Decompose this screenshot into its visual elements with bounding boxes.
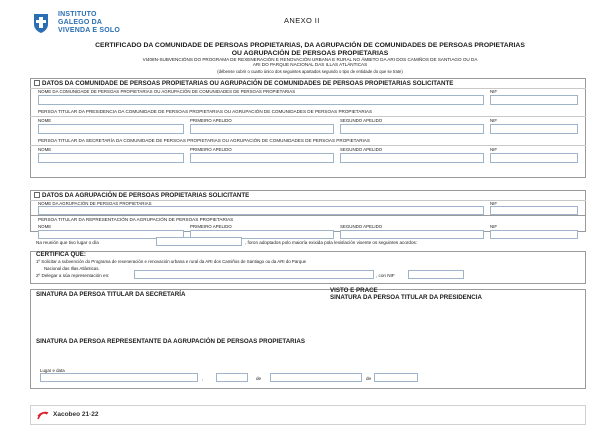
- document-note: (débense cubrir o cuarto único dos seguintes apartados segundo o tipo de entidade do que se trate): [217, 69, 403, 74]
- pres-nome-label: NOME: [38, 118, 52, 123]
- sec-ape1-input[interactable]: [190, 153, 334, 163]
- sign-representative-label: SINATURA DA PERSOA REPRESENTANTE DA AGRUPACIÓN DE PERSOAS PROPIETARIAS: [36, 338, 305, 345]
- rep-ape1-label: PRIMEIRO APELIDO: [190, 224, 232, 229]
- anexo-label: ANEXO II: [284, 16, 320, 25]
- sec-nif-input[interactable]: [490, 153, 578, 163]
- group-name-label: NOME DA AGRUPACIÓN DE PERSOAS PROPIETARIAS: [38, 201, 152, 206]
- sign-president-label: SINATURA DA PERSOA TITULAR DA PRESIDENCIA: [330, 294, 482, 301]
- representative-nif-input[interactable]: [408, 270, 464, 279]
- sign-secretary-label: SINATURA DA PERSOA TITULAR DA SECRETARÍA: [36, 291, 186, 298]
- certifica-heading: CERTIFICA QUE:: [36, 251, 86, 258]
- xacobeo-logo-icon: [36, 411, 50, 421]
- meeting-date-input[interactable]: [156, 237, 242, 246]
- place-input[interactable]: [40, 373, 198, 382]
- pres-nif-input[interactable]: [490, 124, 578, 134]
- certifica-line1b: , foron adoptados polo maioría exixida pola lexislación vixente os seguintes acordos:: [245, 240, 418, 245]
- year-input[interactable]: [374, 373, 418, 382]
- group-name-input[interactable]: [38, 206, 484, 215]
- pres-nome-input[interactable]: [38, 124, 184, 134]
- day-input[interactable]: [216, 373, 248, 382]
- section1-checkbox[interactable]: [34, 80, 40, 86]
- pres-ape2-label: SEGUNDO APELIDO: [340, 118, 383, 123]
- place-date-label: Lugar e data: [40, 368, 65, 373]
- pres-nif-label: NIF: [490, 118, 498, 123]
- community-name-input[interactable]: [38, 95, 484, 105]
- section2-heading: DATOS DA AGRUPACIÓN DE PERSOAS PROPIETARIAS SOLICITANTE: [34, 192, 249, 199]
- igvs-logo-icon: [30, 12, 52, 34]
- org-name: INSTITUTO GALEGO DA VIVENDA E SOLO: [58, 11, 121, 34]
- section1-heading: DATOS DA COMUNIDADE DE PERSOAS PROPIETARIAS OU AGRUPACIÓN DE COMUNIDADES DE PERSOAS PROPIETARIAS SOLICITANTE: [34, 80, 453, 87]
- group-nif-input[interactable]: [490, 206, 578, 215]
- certifica-line2: 1º Solicitar a subvención do Programa de rexeneración e renovación urbana e rural da ARI dos Camiños de Santiago ou da ARI do Parque: [36, 259, 307, 264]
- rep-ape2-input[interactable]: [340, 230, 484, 239]
- pres-ape1-label: PRIMEIRO APELIDO: [190, 118, 232, 123]
- document-title: CERTIFICADO DA COMUNIDADE DE PERSOAS PROPIETARIAS, DA AGRUPACIÓN DE COMUNIDADES DE PERSOAS PROPIETARIAS OU AGRUPACIÓN DE PERSOAS PROPIETARIAS: [95, 42, 525, 57]
- community-name-label: NOME DA COMUNIDADE DE PERSOAS PROPIETARIAS OU AGRUPACIÓN DE COMUNIDADES DE PERSOAS PROPIETARIAS: [38, 89, 296, 94]
- certifica-box: [30, 251, 586, 284]
- footer-text: Xacobeo 21·22: [53, 411, 99, 418]
- de-separator-1: de: [256, 376, 262, 381]
- footer-box: [30, 405, 586, 425]
- certifica-line3a: 2º Delegar a súa representación en:: [36, 273, 110, 278]
- certifica-line2b: Nacional das Illas Atlánticas.: [44, 266, 100, 271]
- rep-heading: PERSOA TITULAR DA REPRESENTACIÓN DA AGRUPACIÓN DE PERSOAS PROPIETARIAS: [38, 217, 234, 222]
- sec-ape2-input[interactable]: [340, 153, 484, 163]
- rep-ape2-label: SEGUNDO APELIDO: [340, 224, 383, 229]
- rep-nome-label: NOME: [38, 224, 52, 229]
- certifica-line1: Na reunión que tivo lugar o día: [36, 240, 99, 245]
- document-subtitle: VI408N-SUBVENCIÓNS DO PROGRAMA DE REXENERACIÓN E RENOVACIÓN URBANA E RURAL NO ÁMBITO DA ARI DOS CAMIÑOS DE SANTIAGO OU DA ARI DO PARQUE NACIONAL DAS ILLAS ATLÁNTICAS: [142, 57, 478, 68]
- visto-prace-label: VISTO E PRACE: [330, 287, 378, 294]
- sec-nome-label: NOME: [38, 147, 52, 152]
- month-input[interactable]: [270, 373, 362, 382]
- representative-input[interactable]: [134, 270, 374, 279]
- group-nif-label: NIF: [490, 201, 498, 206]
- rep-nif-label: NIF: [490, 224, 498, 229]
- sec-heading: PERSOA TITULAR DA SECRETARÍA DA COMUNIDADE DE PERSOAS PROPIETARIAS OU AGRUPACIÓN DE COMUNIDADES DE PERSOAS PROPIETARIAS: [38, 138, 370, 143]
- pres-heading: PERSOA TITULAR DA PRESIDENCIA DA COMUNIDADE DE PERSOAS PROPIETARIAS OU AGRUPACIÓN DE COMUNIDADES DE PERSOAS PROPIETARIAS: [38, 109, 373, 114]
- sec-nome-input[interactable]: [38, 153, 184, 163]
- certifica-line3b: , con NIF: [376, 273, 395, 278]
- community-nif-label: NIF: [490, 89, 498, 94]
- de-separator-2: de: [366, 376, 372, 381]
- comma-separator: ,: [202, 376, 204, 381]
- community-nif-input[interactable]: [490, 95, 578, 105]
- sec-ape2-label: SEGUNDO APELIDO: [340, 147, 383, 152]
- pres-ape1-input[interactable]: [190, 124, 334, 134]
- rep-nif-input[interactable]: [490, 230, 578, 239]
- sec-ape1-label: PRIMEIRO APELIDO: [190, 147, 232, 152]
- sec-nif-label: NIF: [490, 147, 498, 152]
- pres-ape2-input[interactable]: [340, 124, 484, 134]
- section2-checkbox[interactable]: [34, 192, 40, 198]
